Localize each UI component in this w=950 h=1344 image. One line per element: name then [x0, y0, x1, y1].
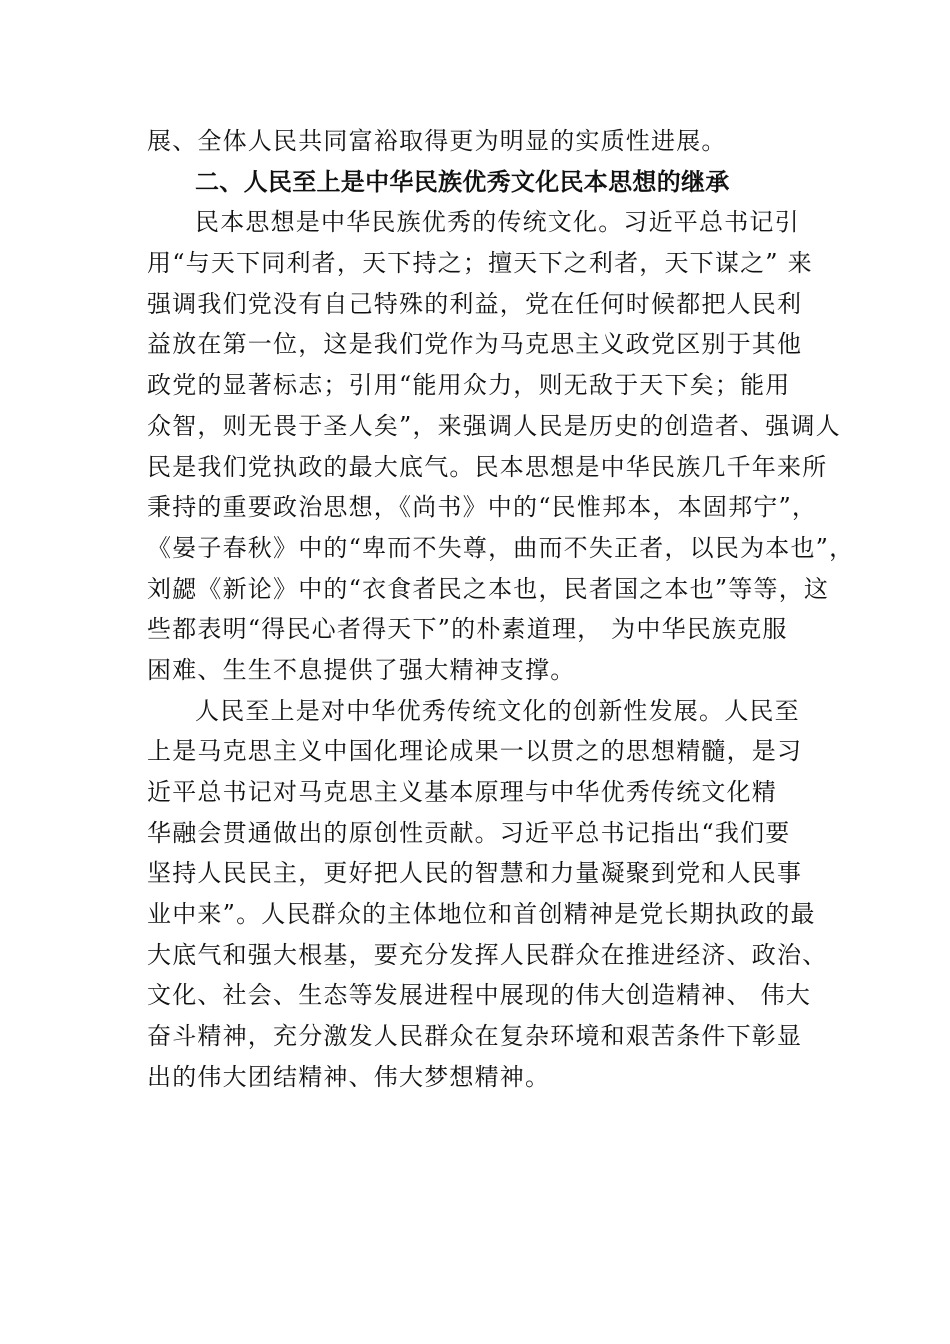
- paragraph-line: 业中来”。人民群众的主体地位和首创精神是党长期执政的最: [147, 900, 816, 929]
- paragraph-line: 困难、生生不息提供了强大精神支撑。: [147, 655, 576, 684]
- paragraph-line: 益放在第一位，这是我们党作为马克思主义政党区别于其他: [147, 330, 803, 359]
- section-heading: 二、人民至上是中华民族优秀文化民本思想的继承: [195, 167, 730, 196]
- paragraph-line: 奋斗精神，充分激发人民群众在复杂环境和艰苦条件下彰显: [147, 1022, 803, 1051]
- paragraph-line: 政党的显著标志；引用“能用众力，则无敌于天下矣；能用: [147, 371, 791, 400]
- paragraph-line: 人民至上是对中华优秀传统文化的创新性发展。人民至: [195, 696, 800, 725]
- paragraph-line: 民本思想是中华民族优秀的传统文化。习近平总书记引: [195, 208, 800, 237]
- paragraph-line: 《晏子春秋》中的“卑而不失尊，曲而不失正者，以民为本也”，: [147, 533, 855, 562]
- paragraph-continuation-line: 展、全体人民共同富裕取得更为明显的实质性进展。: [147, 127, 727, 155]
- paragraph-line: 强调我们党没有自己特殊的利益，党在任何时候都把人民利: [147, 289, 803, 318]
- paragraph-line: 用“与天下同利者，天下持之；擅天下之利者，天下谋之” 来: [147, 249, 813, 278]
- paragraph-line: 大底气和强大根基，要充分发挥人民群众在推进经济、政治、: [147, 940, 828, 969]
- paragraph-line: 些都表明“得民心者得天下”的朴素道理， 为中华民族克服: [147, 615, 788, 644]
- paragraph-line: 民是我们党执政的最大底气。民本思想是中华民族几千年来所: [147, 452, 828, 481]
- paragraph-line: 华融会贯通做出的原创性贡献。习近平总书记指出“我们要: [147, 818, 791, 847]
- document-body: [147, 121, 855, 1098]
- paragraph-line: 坚持人民民主，更好把人民的智慧和力量凝聚到党和人民事: [147, 859, 803, 888]
- paragraph-line: 上是马克思主义中国化理论成果一以贯之的思想精髓，是习: [147, 737, 803, 766]
- paragraph-line: 刘勰《新论》中的“衣食者民之本也，民者国之本也”等等，这: [147, 574, 830, 603]
- paragraph-line: 众智，则无畏于圣人矣”，来强调人民是历史的创造者、强调人: [147, 411, 841, 440]
- paragraph-line: 出的伟大团结精神、伟大梦想精神。: [147, 1062, 551, 1091]
- paragraph-line: 近平总书记对马克思主义基本原理与中华优秀传统文化精: [147, 778, 777, 806]
- paragraph-line: 秉持的重要政治思想，《尚书》中的“民惟邦本，本固邦宁”，: [147, 493, 818, 522]
- paragraph-line: 文化、社会、生态等发展进程中展现的伟大创造精神、 伟大: [147, 981, 812, 1010]
